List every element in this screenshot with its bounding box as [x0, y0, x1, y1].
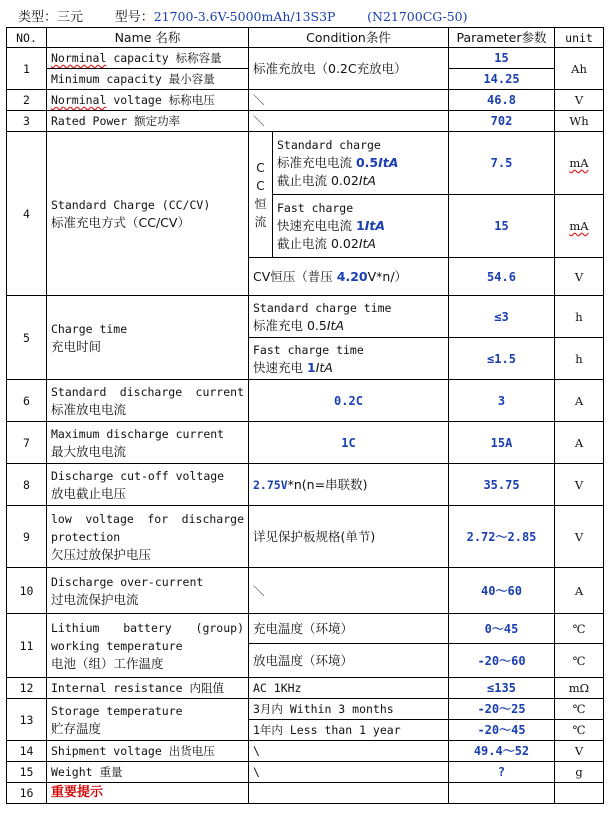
row-number: 13: [7, 699, 47, 741]
row-condition-empty: [249, 783, 449, 804]
row-unit: ℃: [555, 720, 604, 741]
row-name: Charge time 充电时间: [47, 296, 249, 380]
std-charge-condition: Standard charge 标准充电电流 0.5ItA 截止电流 0.02ItA: [273, 132, 449, 195]
fast-charge-condition: Fast charge 快速充电电流 1ItA 截止电流 0.02ItA: [273, 195, 449, 258]
table-row: [7, 741, 604, 762]
table-row: [7, 90, 604, 111]
row-unit: A: [555, 422, 604, 464]
col-header-unit: unit: [555, 28, 604, 48]
table-row: [7, 614, 604, 644]
row-unit: ℃: [555, 699, 604, 720]
row-condition: 0.2C: [249, 380, 449, 422]
table-row: [7, 783, 604, 804]
col-header-no: NO.: [7, 28, 47, 48]
row-param: 0～45: [449, 614, 555, 644]
row-unit: A: [555, 380, 604, 422]
row-name: Maximum discharge current 最大放电电流: [47, 422, 249, 464]
cv-condition: CV恒压（普压 4.20V*n/）: [249, 258, 449, 296]
row-name: Discharge over-current 过电流保护电流: [47, 568, 249, 614]
row-param: -20～45: [449, 720, 555, 741]
fast-charge-time-param: ≤1.5: [449, 338, 555, 380]
row-name: Norminal voltage 标称电压: [47, 90, 249, 111]
row-unit: V: [555, 258, 604, 296]
row-name: Discharge cut-off voltage 放电截止电压: [47, 464, 249, 506]
row-number: 12: [7, 678, 47, 699]
important-notice: 重要提示: [47, 783, 249, 804]
row-number: 6: [7, 380, 47, 422]
table-row: [7, 568, 604, 614]
row-param: ?: [449, 762, 555, 783]
table-row: [7, 111, 604, 132]
row-condition: ＼: [249, 568, 449, 614]
row-name: Storage temperature 贮存温度: [47, 699, 249, 741]
table-row: [7, 464, 604, 506]
row-unit: mΩ: [555, 678, 604, 699]
table-row: [7, 380, 604, 422]
row-name: Minimum capacity 最小容量: [47, 69, 249, 90]
std-charge-time-condition: Standard charge time 标准充电 0.5ItA: [249, 296, 449, 338]
table-row: [7, 48, 604, 69]
table-row: [7, 699, 604, 720]
row-condition: AC 1KHz: [249, 678, 449, 699]
row-name: Internal resistance 内阻值: [47, 678, 249, 699]
row-number: 10: [7, 568, 47, 614]
row-param: ≤135: [449, 678, 555, 699]
type-label: 类型：: [18, 10, 58, 25]
fast-charge-param: 15: [449, 195, 555, 258]
row-param: 702: [449, 111, 555, 132]
row-param: 15: [449, 48, 555, 69]
table-row: [7, 296, 604, 338]
row-number: 4: [7, 132, 47, 296]
row-condition: 标准充放电（0.2C充放电）: [249, 48, 449, 90]
table-row: [7, 422, 604, 464]
std-charge-time-param: ≤3: [449, 296, 555, 338]
row-name: Standard Charge (CC/CV) 标准充电方式（CC/CV）: [47, 132, 249, 296]
row-param: 14.25: [449, 69, 555, 90]
row-unit-empty: [555, 783, 604, 804]
row-unit: mA: [555, 195, 604, 258]
model-code: (N21700CG-50): [367, 9, 468, 24]
row-unit: ℃: [555, 644, 604, 678]
row-param: -20～60: [449, 644, 555, 678]
row-param: 3: [449, 380, 555, 422]
row-number: 3: [7, 111, 47, 132]
row-condition: 放电温度（环境）: [249, 644, 449, 678]
row-unit: V: [555, 741, 604, 762]
row-condition: 3月内 Within 3 months: [249, 699, 449, 720]
row-unit: Wh: [555, 111, 604, 132]
row-param: 2.72～2.85: [449, 506, 555, 568]
std-charge-param: 7.5: [449, 132, 555, 195]
row-unit: g: [555, 762, 604, 783]
row-number: 9: [7, 506, 47, 568]
row-unit: ℃: [555, 614, 604, 644]
table-row: [7, 678, 604, 699]
fast-charge-time-condition: Fast charge time 快速充电 1ItA: [249, 338, 449, 380]
row-name: Rated Power 额定功率: [47, 111, 249, 132]
row-name: Weight 重量: [47, 762, 249, 783]
row-number: 16: [7, 783, 47, 804]
row-unit: V: [555, 506, 604, 568]
row-param: 46.8: [449, 90, 555, 111]
model-label: 型号：: [114, 10, 154, 25]
cv-param: 54.6: [449, 258, 555, 296]
table-header-row: [7, 28, 604, 48]
row-param: -20～25: [449, 699, 555, 720]
model-value: 21700-3.6V-5000mAh/13S3P: [153, 9, 336, 24]
row-unit: h: [555, 338, 604, 380]
cc-constant-current-label: C C 恒 流: [249, 132, 273, 258]
row-unit: A: [555, 568, 604, 614]
row-number: 11: [7, 614, 47, 678]
row-condition: 详见保护板规格(单节): [249, 506, 449, 568]
document-header: [18, 6, 468, 25]
table-row: [7, 762, 604, 783]
col-header-name: Name 名称: [47, 28, 249, 48]
row-number: 8: [7, 464, 47, 506]
row-param: 40～60: [449, 568, 555, 614]
row-number: 14: [7, 741, 47, 762]
row-name: Standard discharge current 标准放电电流: [47, 380, 249, 422]
row-number: 2: [7, 90, 47, 111]
row-condition: ＼: [249, 111, 449, 132]
row-param: 15A: [449, 422, 555, 464]
type-value: 三元: [57, 10, 84, 25]
row-unit: V: [555, 464, 604, 506]
row-param-empty: [449, 783, 555, 804]
row-number: 5: [7, 296, 47, 380]
spec-table: [6, 27, 604, 804]
row-name: Norminal capacity 标称容量: [47, 48, 249, 69]
row-param: 49.4～52: [449, 741, 555, 762]
row-number: 1: [7, 48, 47, 90]
row-condition: 1C: [249, 422, 449, 464]
col-header-condition: Condition条件: [249, 28, 449, 48]
row-unit: V: [555, 90, 604, 111]
row-param: 35.75: [449, 464, 555, 506]
row-unit: mA: [555, 132, 604, 195]
row-condition: \: [249, 762, 449, 783]
col-header-param: Parameter参数: [449, 28, 555, 48]
row-number: 15: [7, 762, 47, 783]
row-name: low voltage for discharge protection 欠压过放保护电压: [47, 506, 249, 568]
row-number: 7: [7, 422, 47, 464]
row-condition: 充电温度（环境）: [249, 614, 449, 644]
row-unit: h: [555, 296, 604, 338]
table-row: [7, 506, 604, 568]
row-condition: 1年内 Less than 1 year: [249, 720, 449, 741]
row-condition: \: [249, 741, 449, 762]
row-name: Lithium battery (group) working temperature 电池（组）工作温度: [47, 614, 249, 678]
row-name: Shipment voltage 出货电压: [47, 741, 249, 762]
table-row: [7, 132, 604, 195]
row-condition: 2.75V*n(n=串联数): [249, 464, 449, 506]
row-unit: Ah: [555, 48, 604, 90]
row-condition: ＼: [249, 90, 449, 111]
